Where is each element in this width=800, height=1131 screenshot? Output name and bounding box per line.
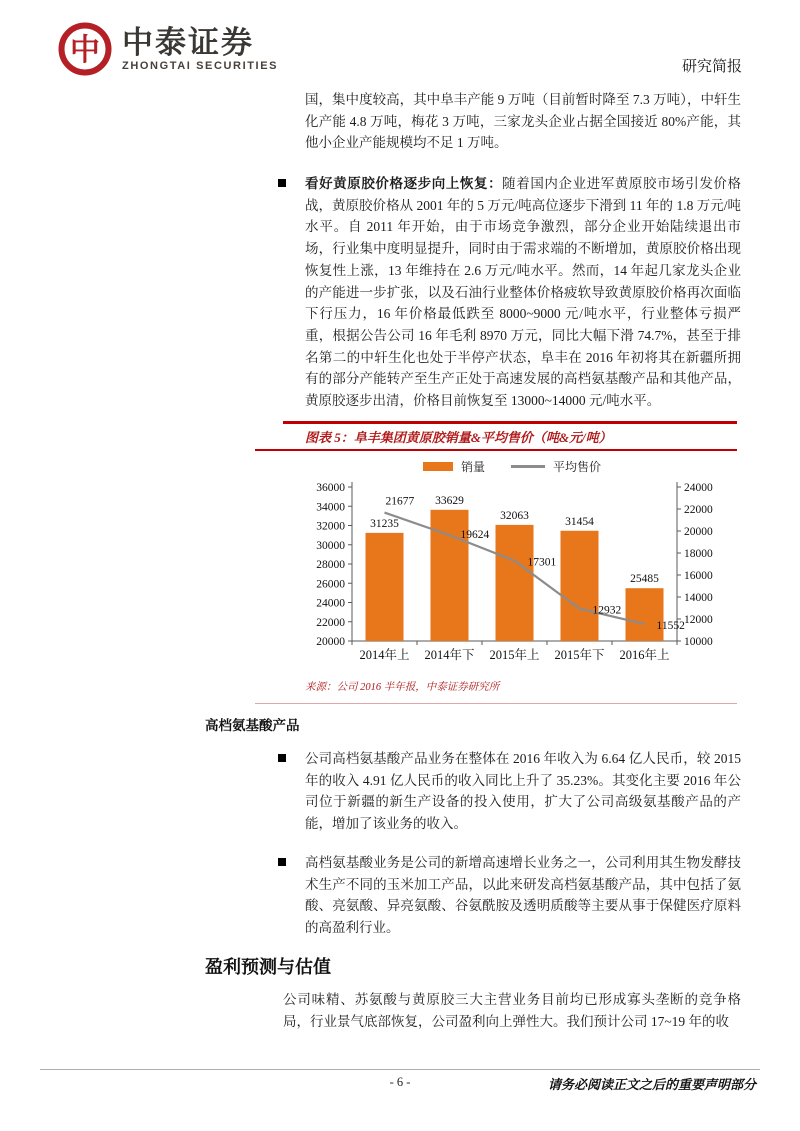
figure-caption-rule: [255, 449, 737, 451]
svg-text:16000: 16000: [684, 570, 713, 582]
svg-text:2015年下: 2015年下: [554, 648, 605, 662]
zhongtai-logo-icon: [56, 20, 114, 78]
bullet-xanthan-price: [277, 173, 741, 412]
svg-text:33629: 33629: [435, 494, 464, 507]
bullet-square-icon: [278, 858, 286, 866]
svg-text:32000: 32000: [316, 520, 345, 533]
page-number: - 6 -: [389, 1075, 411, 1089]
svg-text:2014年上: 2014年上: [359, 648, 410, 662]
brand-name-en: ZHONGTAI SECURITIES: [122, 60, 279, 72]
svg-text:14000: 14000: [684, 592, 713, 604]
bullet-amino-revenue: [277, 748, 741, 835]
svg-text:28000: 28000: [316, 559, 345, 571]
svg-text:25485: 25485: [630, 573, 659, 586]
paragraph-continuation: 国，集中度较高，其中阜丰产能 9 万吨（目前暂时降至 7.3 万吨），中轩生化产能 4.8 万吨，梅花 3 万吨，三家龙头企业占据全国接近 80%产能，其他小企业产能规模均不足 1 万吨。: [305, 92, 741, 151]
svg-text:10000: 10000: [684, 636, 713, 648]
brand-name-cn: 中泰证券: [122, 25, 254, 60]
svg-text:24000: 24000: [684, 482, 713, 494]
brand-logo: [56, 20, 278, 78]
svg-text:31235: 31235: [370, 517, 399, 530]
paragraph-forecast: 公司味精、苏氨酸与黄原胶三大主营业务目前均已形成寡头垄断的竞争格局，行业景气底部恢复，公司盈利向上弹性大。我们预计公司 17~19 年的收: [283, 992, 741, 1029]
svg-text:中: 中: [70, 34, 100, 67]
svg-text:21677: 21677: [385, 495, 415, 508]
bullet-square-icon: [278, 179, 286, 187]
figure-bottom-rule: [255, 703, 737, 704]
figure-top-rule: [283, 421, 737, 424]
brand-wordmark: [122, 26, 278, 72]
svg-text:11552: 11552: [656, 619, 685, 632]
chart-legend: [271, 458, 753, 475]
bullet-text: 高档氨基酸业务是公司的新增高速增长业务之一，公司利用其生物发酵技术生产不同的玉米加工产品，以此来研发高档氨基酸产品，其中包括了氨酸、亮氨酸、异亮氨酸、谷氨酰胺及透明质酸等主要从事于保健医疗原料的高盈利行业。: [305, 855, 741, 936]
svg-text:18000: 18000: [684, 548, 713, 560]
bullet-square-icon: [278, 754, 286, 762]
legend-line-label: 平均售价: [553, 460, 602, 474]
svg-text:19624: 19624: [460, 529, 490, 542]
svg-text:20000: 20000: [316, 636, 345, 648]
bullet-body: 随着国内企业进军黄原胶市场引发价格战，黄原胶价格从 2001 年的 5 万元/吨高位逐步下滑到 11 年的 1.8 万元/吨水平。自 2011 年开始，由于市场竞争激烈，部分企业开始陆续退出市场，行业集中度明显提升，同时由于需求端的不断增加，黄原胶价格出现恢复性上涨，13 年维持在 2.6 万元/吨水平。然而，14 年起几家龙头企业的产能进一步扩张，以及石油行业整体价格疲软导致黄原胶价格再次面临下行压力，16 年价格最低跌至 8000~9000 元/吨水平，行业整体亏损严重，根据公告公司 16 年毛利 8970 万元，同比大幅下滑 74.7%，甚至于排名第二的中轩生化也处于半停产状态，阜丰在 2016 年初将其在新疆所拥有的部分产能转产至生产正处于高速发展的高档氨基酸产品和其他产品，黄原胶逐步出清，价格目前恢复至 13000~14000 元/吨水平。: [305, 176, 742, 409]
svg-text:36000: 36000: [316, 482, 345, 494]
svg-text:17301: 17301: [527, 556, 557, 569]
svg-text:22000: 22000: [316, 616, 345, 629]
svg-text:32063: 32063: [500, 509, 529, 522]
report-type-label: 研究简报: [681, 59, 742, 75]
bullet-amino-business: [277, 852, 741, 939]
svg-text:31454: 31454: [565, 515, 594, 528]
footer-divider: [40, 1069, 760, 1070]
figure-caption: 图表 5：阜丰集团黄原胶销量&平均售价（吨&元/吨）: [305, 430, 612, 445]
figure-source: 来源：公司 2016 半年报，中泰证券研究所: [305, 682, 500, 693]
legend-line-swatch-icon: [511, 465, 545, 467]
legend-bar-swatch-icon: [423, 462, 453, 471]
bullet-text: [305, 173, 741, 412]
svg-text:20000: 20000: [684, 526, 713, 538]
legend-bar-label: 销量: [460, 460, 485, 474]
sales-price-chart: [300, 477, 745, 675]
bullet-lead: 看好黄原胶价格逐步向上恢复：: [305, 176, 503, 191]
footer-disclaimer: 请务必阅读正文之后的重要声明部分: [547, 1077, 756, 1092]
svg-text:34000: 34000: [316, 501, 345, 514]
bullet-text: 公司高档氨基酸产品业务在整体在 2016 年收入为 6.64 亿人民币，较 2015 年的收入 4.91 亿人民币的收入同比上升了 35.23%。其变化主要 2016 年公司位于新疆的新生产设备的投入使用，扩大了公司高级氨基酸产品的产能，增加了该业务的收入。: [305, 751, 741, 832]
svg-text:30000: 30000: [316, 539, 345, 552]
svg-text:2016年上: 2016年上: [619, 648, 670, 662]
svg-text:22000: 22000: [684, 504, 713, 516]
section-heading-forecast: 盈利预测与估值: [205, 957, 331, 977]
svg-text:24000: 24000: [316, 597, 345, 610]
svg-text:12932: 12932: [592, 604, 622, 617]
figure-5: [255, 421, 737, 709]
svg-text:2015年上: 2015年上: [489, 648, 540, 662]
section-heading-amino: 高档氨基酸产品: [205, 718, 300, 733]
svg-text:12000: 12000: [684, 614, 713, 626]
svg-text:2014年下: 2014年下: [424, 648, 475, 662]
svg-text:26000: 26000: [316, 578, 345, 591]
